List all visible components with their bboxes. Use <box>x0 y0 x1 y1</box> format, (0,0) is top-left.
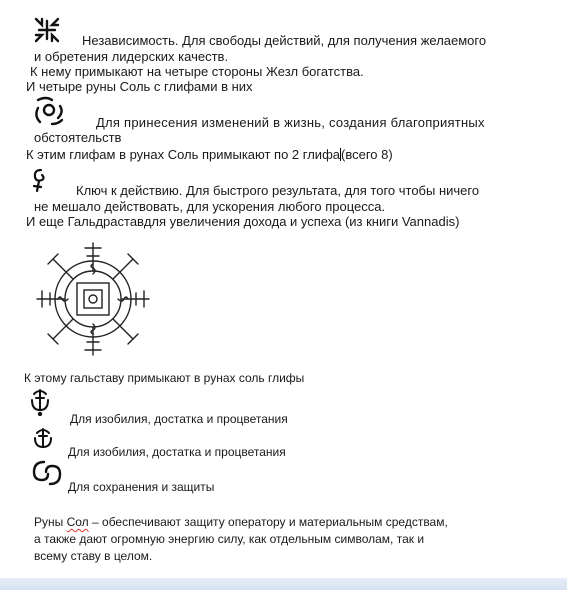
text-line: и обретения лидерских качеств. <box>34 49 229 64</box>
text-line: К этому гальставу примыкают в рунах соль глифы <box>24 371 305 385</box>
text-line: К нему примыкают на четыре стороны Жезл богатства. <box>30 64 364 79</box>
text-line: не мешало действовать, для ускорения любого процесса. <box>34 199 386 214</box>
protection-glyph-icon <box>30 458 64 488</box>
text-line: Для изобилия, достатка и процветания <box>68 445 286 459</box>
text-line: К этим глифам в рунах Соль примыкают по 2 глифа(всего 8) <box>26 147 393 162</box>
text-line: И еще Гальдраставдля увеличения дохода и успеха (из книги Vannadis) <box>26 214 460 229</box>
text-line: И четыре руны Соль с глифами в них <box>26 79 253 94</box>
window-bottom-edge <box>0 578 567 590</box>
text-line: обстоятельств <box>34 130 122 145</box>
independence-glyph-icon <box>32 15 62 45</box>
text-line: Независимость. Для свободы действий, для получения желаемого <box>82 33 487 48</box>
text-line: а также дают огромную энергию силу, как отдельным символам, так и <box>34 532 425 546</box>
abundance-glyph-icon <box>32 426 54 452</box>
change-glyph-icon <box>32 94 66 126</box>
text-line: Для изобилия, достатка и процветания <box>70 412 288 426</box>
text-line: всему ставу в целом. <box>34 549 153 563</box>
abundance-glyph-icon <box>28 386 52 416</box>
galdrastav-stave-icon <box>34 240 152 358</box>
text-line: Для принесения изменений в жизнь, создания благоприятных <box>96 115 485 130</box>
text-line: Ключ к действию. Для быстрого результата, для того чтобы ничего <box>76 183 480 198</box>
key-glyph-icon <box>30 166 50 194</box>
text-line: Для сохранения и защиты <box>68 480 215 494</box>
text-line: Руны Сол – обеспечивают защиту оператору и материальным средствам, <box>34 515 448 529</box>
